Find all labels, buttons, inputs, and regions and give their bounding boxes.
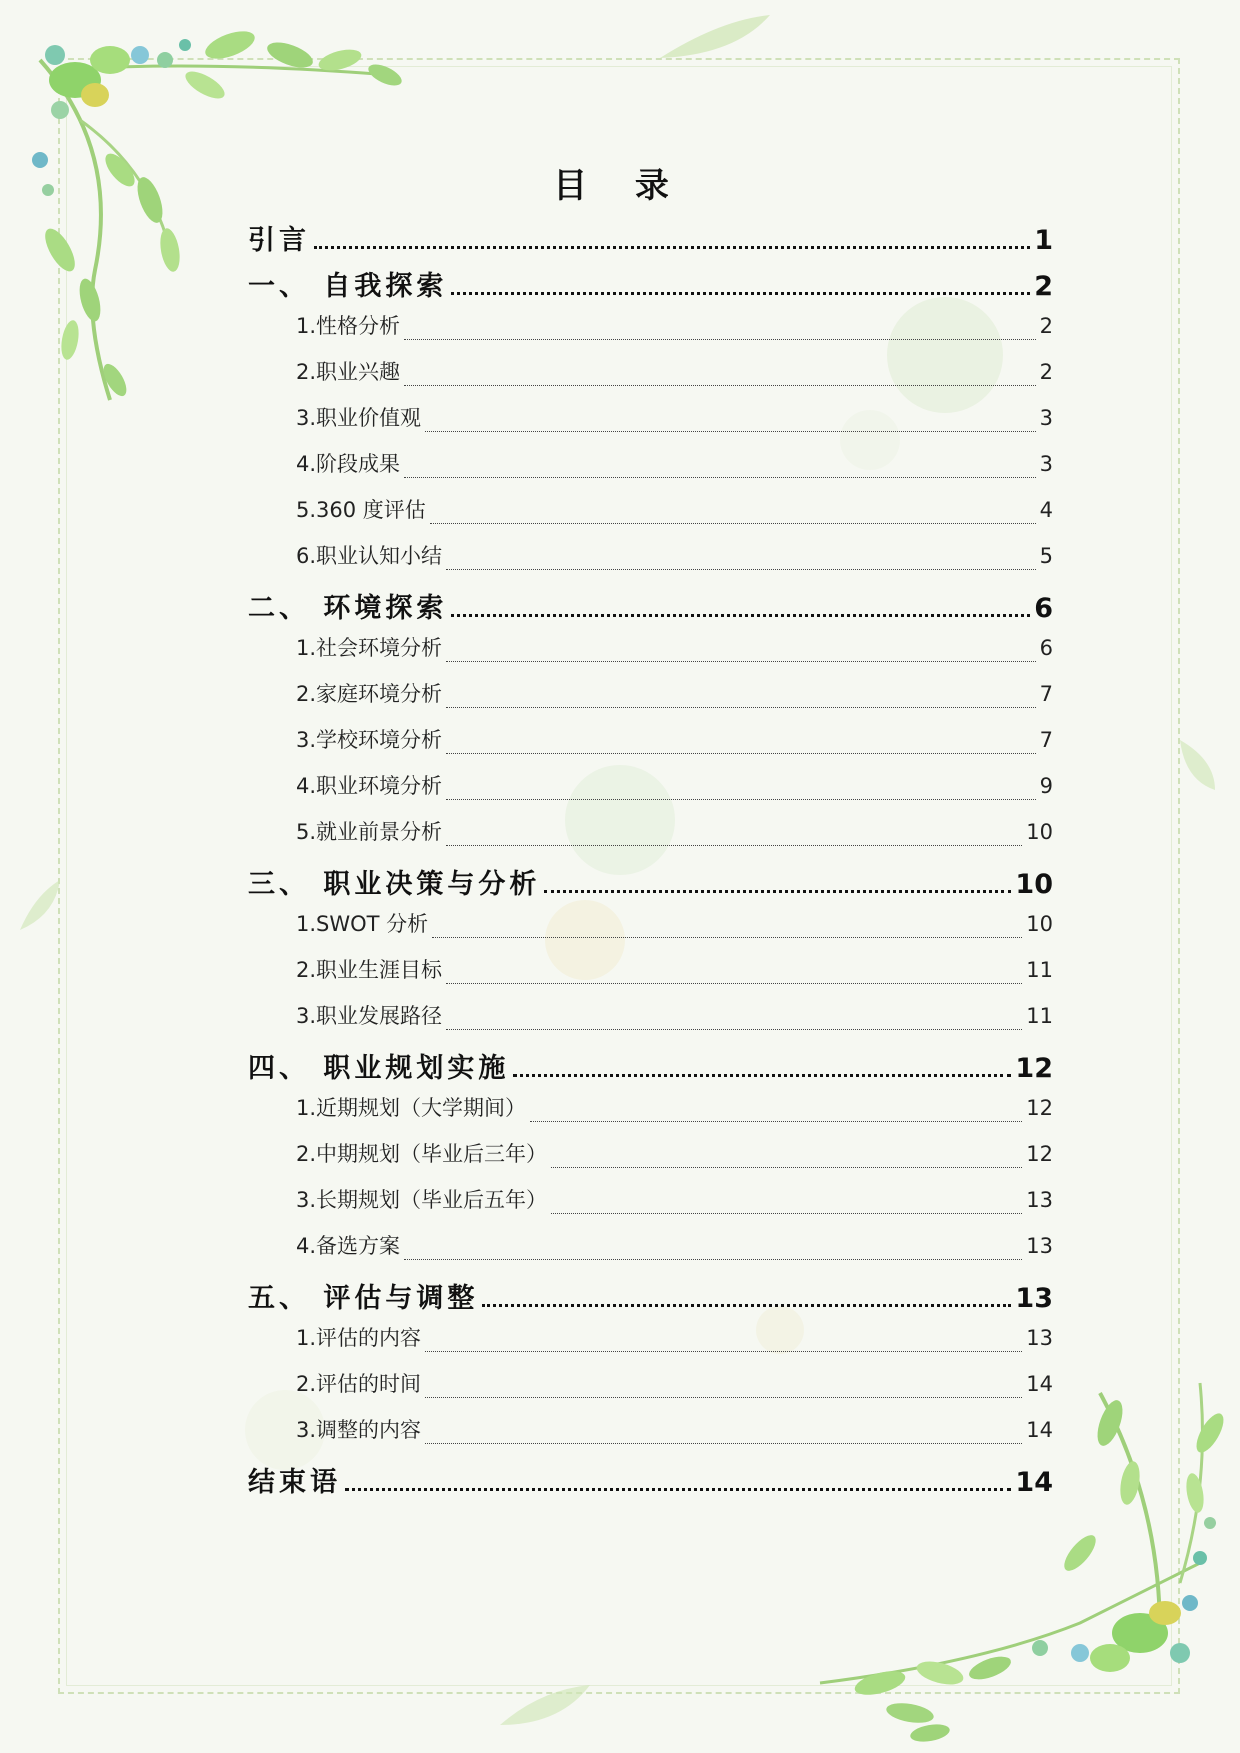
toc-page-number: 7 [1039, 682, 1053, 706]
toc-entry-label: 四、 职业规划实施 [248, 1053, 510, 1084]
toc-title: 目 录 [553, 166, 687, 206]
toc-page-number: 6 [1039, 636, 1053, 660]
toc-page-number: 2 [1034, 271, 1053, 302]
toc-section-entry[interactable] [248, 586, 1053, 632]
toc-subsection-entry[interactable] [248, 356, 1053, 402]
toc-subsection-entry[interactable] [248, 908, 1053, 954]
toc-dot-leader [425, 1397, 1022, 1398]
toc-dot-leader [551, 1167, 1022, 1168]
toc-subsection-entry[interactable] [248, 1138, 1053, 1184]
toc-page-number: 3 [1039, 452, 1053, 476]
toc-subsection-entry[interactable] [248, 448, 1053, 494]
toc-dot-leader [404, 1259, 1022, 1260]
toc-entry-label: 3.学校环境分析 [296, 728, 443, 752]
toc-entry-label: 1.SWOT 分析 [296, 912, 429, 936]
toc-dot-leader [530, 1121, 1022, 1122]
toc-entry-label: 五、 评估与调整 [248, 1283, 479, 1314]
toc-page-number: 13 [1026, 1234, 1053, 1258]
toc-entry-label: 4.阶段成果 [296, 452, 401, 476]
toc-subsection-entry[interactable] [248, 1414, 1053, 1460]
toc-page-number: 14 [1026, 1372, 1053, 1396]
toc-entry-label: 3.职业价值观 [296, 406, 422, 430]
toc-subsection-entry[interactable] [248, 1000, 1053, 1046]
toc-page-number: 2 [1039, 360, 1053, 384]
toc-dot-leader [544, 890, 1011, 893]
toc-entry-label: 6.职业认知小结 [296, 544, 443, 568]
toc-page-number: 12 [1015, 1053, 1053, 1084]
toc-section-entry[interactable] [248, 264, 1053, 310]
toc-page-number: 12 [1026, 1096, 1053, 1120]
toc-entry-label: 结束语 [248, 1467, 341, 1498]
toc-dot-leader [425, 431, 1036, 432]
toc-subsection-entry[interactable] [248, 402, 1053, 448]
toc-dot-leader [404, 385, 1036, 386]
toc-subsection-entry[interactable] [248, 770, 1053, 816]
toc-section-entry[interactable] [248, 1046, 1053, 1092]
toc-page-number: 9 [1039, 774, 1053, 798]
toc-section-entry[interactable] [248, 862, 1053, 908]
toc-page-number: 10 [1026, 912, 1053, 936]
toc-section-entry[interactable] [248, 218, 1053, 264]
toc-entry-label: 1.社会环境分析 [296, 636, 443, 660]
toc-dot-leader [425, 1351, 1022, 1352]
toc-page-number: 3 [1039, 406, 1053, 430]
toc-page-number: 7 [1039, 728, 1053, 752]
toc-page-number: 13 [1015, 1283, 1053, 1314]
toc-subsection-entry[interactable] [248, 678, 1053, 724]
toc-page-number: 14 [1026, 1418, 1053, 1442]
toc-dot-leader [446, 799, 1036, 800]
toc-dot-leader [404, 339, 1036, 340]
toc-subsection-entry[interactable] [248, 494, 1053, 540]
toc-section-entry[interactable] [248, 1276, 1053, 1322]
toc-dot-leader [345, 1488, 1011, 1491]
toc-entry-label: 4.职业环境分析 [296, 774, 443, 798]
toc-entry-label: 2.中期规划（毕业后三年） [296, 1142, 548, 1166]
toc-entry-label: 1.近期规划（大学期间） [296, 1096, 527, 1120]
table-of-contents [248, 218, 1053, 1506]
toc-page-number: 13 [1026, 1326, 1053, 1350]
toc-entry-label: 引言 [248, 225, 310, 256]
toc-page-number: 14 [1015, 1467, 1053, 1498]
toc-entry-label: 1.评估的内容 [296, 1326, 422, 1350]
toc-entry-label: 5.就业前景分析 [296, 820, 443, 844]
toc-page-number: 11 [1026, 1004, 1053, 1028]
toc-entry-label: 5.360 度评估 [296, 498, 426, 522]
toc-dot-leader [425, 1443, 1022, 1444]
toc-subsection-entry[interactable] [248, 1322, 1053, 1368]
toc-entry-label: 3.调整的内容 [296, 1418, 422, 1442]
toc-subsection-entry[interactable] [248, 954, 1053, 1000]
toc-dot-leader [404, 477, 1036, 478]
toc-subsection-entry[interactable] [248, 1230, 1053, 1276]
toc-page-number: 5 [1039, 544, 1053, 568]
toc-dot-leader [451, 292, 1030, 295]
toc-entry-label: 一、 自我探索 [248, 271, 448, 302]
toc-subsection-entry[interactable] [248, 1092, 1053, 1138]
toc-page-number: 10 [1026, 820, 1053, 844]
toc-dot-leader [446, 845, 1022, 846]
toc-subsection-entry[interactable] [248, 1368, 1053, 1414]
toc-page-number: 6 [1034, 593, 1053, 624]
toc-entry-label: 三、 职业决策与分析 [248, 869, 541, 900]
toc-subsection-entry[interactable] [248, 540, 1053, 586]
toc-dot-leader [430, 523, 1036, 524]
toc-dot-leader [446, 661, 1036, 662]
toc-page-number: 13 [1026, 1188, 1053, 1212]
toc-page-number: 1 [1034, 225, 1053, 256]
toc-subsection-entry[interactable] [248, 310, 1053, 356]
toc-subsection-entry[interactable] [248, 724, 1053, 770]
toc-entry-label: 3.职业发展路径 [296, 1004, 443, 1028]
toc-subsection-entry[interactable] [248, 816, 1053, 862]
toc-entry-label: 2.评估的时间 [296, 1372, 422, 1396]
toc-dot-leader [314, 246, 1030, 249]
toc-page-number: 2 [1039, 314, 1053, 338]
toc-dot-leader [513, 1074, 1011, 1077]
toc-entry-label: 3.长期规划（毕业后五年） [296, 1188, 548, 1212]
toc-entry-label: 2.职业生涯目标 [296, 958, 443, 982]
toc-dot-leader [432, 937, 1022, 938]
toc-dot-leader [551, 1213, 1022, 1214]
toc-entry-label: 2.职业兴趣 [296, 360, 401, 384]
toc-dot-leader [482, 1304, 1011, 1307]
toc-page-number: 4 [1039, 498, 1053, 522]
toc-dot-leader [446, 983, 1022, 984]
toc-dot-leader [446, 753, 1036, 754]
toc-dot-leader [446, 1029, 1022, 1030]
toc-entry-label: 4.备选方案 [296, 1234, 401, 1258]
toc-entry-label: 2.家庭环境分析 [296, 682, 443, 706]
toc-dot-leader [451, 614, 1030, 617]
toc-subsection-entry[interactable] [248, 1184, 1053, 1230]
toc-subsection-entry[interactable] [248, 632, 1053, 678]
toc-section-entry[interactable] [248, 1460, 1053, 1506]
toc-entry-label: 1.性格分析 [296, 314, 401, 338]
toc-page-number: 11 [1026, 958, 1053, 982]
toc-dot-leader [446, 707, 1036, 708]
toc-page-number: 10 [1015, 869, 1053, 900]
toc-page-number: 12 [1026, 1142, 1053, 1166]
toc-entry-label: 二、 环境探索 [248, 593, 448, 624]
toc-dot-leader [446, 569, 1036, 570]
